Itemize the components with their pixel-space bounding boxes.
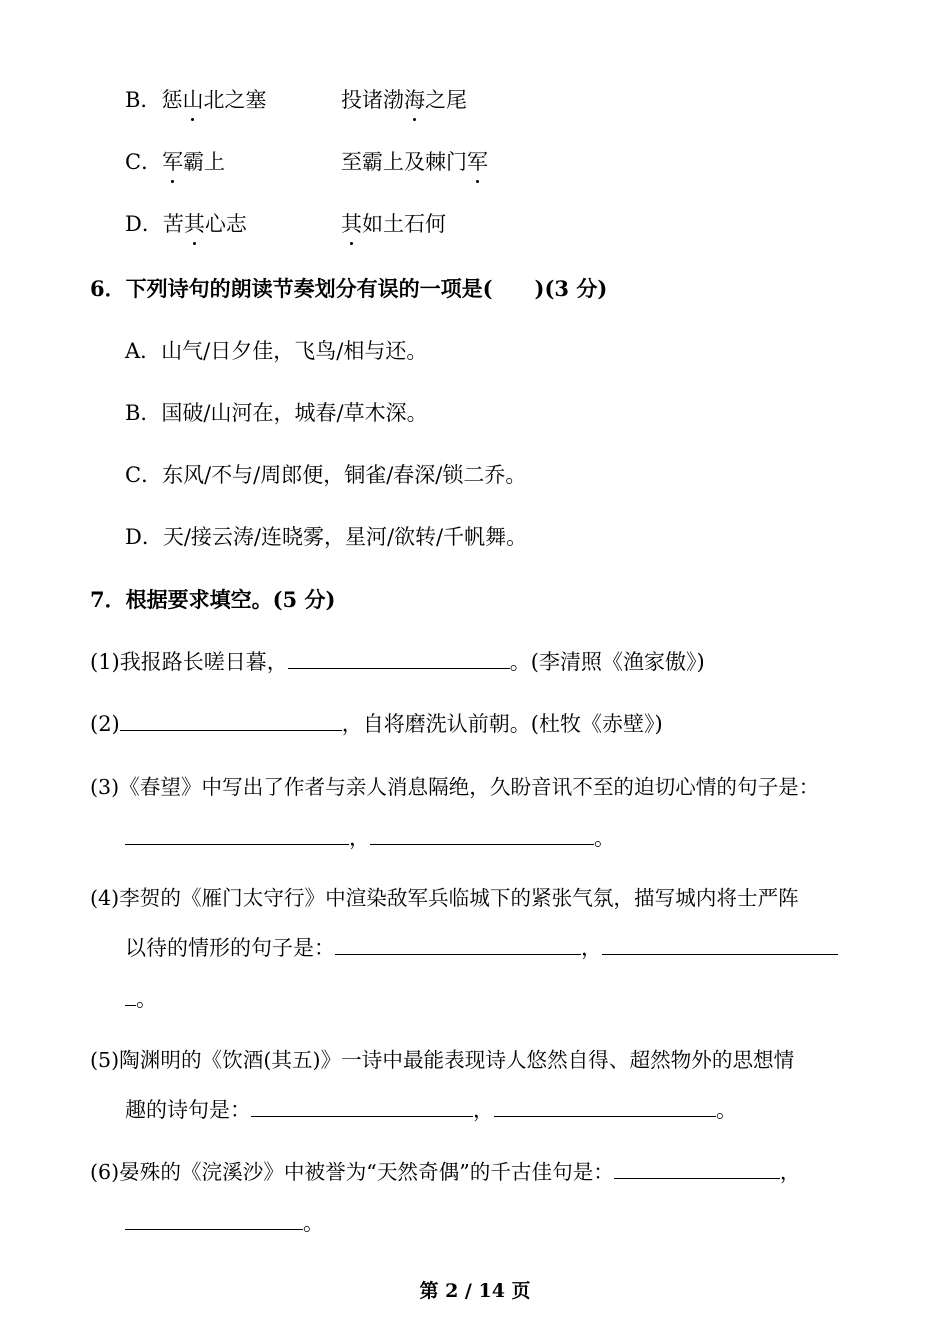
option-label: D． <box>125 212 163 236</box>
answer-blank[interactable] <box>251 1098 473 1117</box>
q6-option-d: D．天/接云涛/连晓雾，星河/欲转/千帆舞。 <box>125 525 528 549</box>
answer-blank[interactable] <box>125 987 136 1006</box>
text: ， <box>581 936 602 960</box>
q7-item4-line1: (4)李贺的《雁门太守行》中渲染敌军兵临城下的紧张气氛，描写城内将士严阵 <box>90 886 799 910</box>
answer-blank[interactable] <box>288 650 510 669</box>
text: 趣的诗句是： <box>125 1098 251 1122</box>
q6-option-c: C．东风/不与/周郎便，铜雀/春深/锁二乔。 <box>125 463 527 487</box>
option-label: B． <box>125 88 162 112</box>
q6-option-b: B．国破/山河在，城春/草木深。 <box>125 401 428 425</box>
option-label: C． <box>125 150 163 174</box>
q5-option-d-right <box>341 210 446 238</box>
dotted-char: 海 <box>404 88 425 112</box>
q7-item5-line1: (5)陶渊明的《饮酒(其五)》一诗中最能表现诗人悠然自得、超然物外的思想情 <box>90 1048 795 1072</box>
q7-title: 7．根据要求填空。(5 分) <box>90 587 336 612</box>
dotted-char: 其 <box>341 212 362 236</box>
answer-blank[interactable] <box>125 1211 303 1230</box>
page-number: 第 2 / 14 页 <box>419 1280 531 1302</box>
answer-blank[interactable] <box>125 826 349 845</box>
answer-blank[interactable] <box>335 936 581 955</box>
q7-item5-line2 <box>125 1096 737 1124</box>
text: ， <box>473 1098 494 1122</box>
q7-item1 <box>90 648 705 676</box>
q6-title: 6．下列诗句的朗读节奏划分有误的一项是( )(3 分) <box>90 276 608 301</box>
text: ， <box>349 826 370 850</box>
text: 苦 <box>162 212 184 236</box>
text: (2) <box>90 712 120 736</box>
q6-option-a: A．山气/日夕佳，飞鸟/相与还。 <box>125 339 428 363</box>
text: 霸上 <box>183 150 226 174</box>
answer-blank[interactable] <box>120 712 342 731</box>
q5-option-b-right <box>341 86 467 114</box>
dotted-char: 军 <box>162 150 184 174</box>
answer-blank[interactable] <box>614 1160 780 1179</box>
q7-item2 <box>90 710 663 738</box>
text: (1)我报路长嗟日暮， <box>90 650 288 674</box>
answer-blank[interactable] <box>494 1098 716 1117</box>
text: 。(李清照《渔家傲》) <box>509 650 705 674</box>
q7-item3-line1: (3)《春望》中写出了作者与亲人消息隔绝，久盼音讯不至的迫切心情的句子是： <box>90 775 820 799</box>
text: 北之塞 <box>203 88 267 112</box>
dotted-char: 山 <box>182 88 204 112</box>
q5-option-c <box>125 148 225 176</box>
q5-option-d <box>125 210 247 238</box>
text: ， <box>779 1160 801 1184</box>
q7-item4-line3 <box>125 985 157 1013</box>
q7-item6-line2 <box>125 1209 324 1237</box>
text: 。 <box>303 1211 324 1235</box>
dotted-char: 其 <box>183 212 205 236</box>
dotted-char: 军 <box>467 150 488 174</box>
text: 心志 <box>204 212 247 236</box>
q5-option-c-right <box>341 148 488 176</box>
text: (6)晏殊的《浣溪沙》中被誉为“天然奇偶”的千古佳句是： <box>90 1160 614 1184</box>
text: 。 <box>716 1098 737 1122</box>
answer-blank[interactable] <box>370 826 594 845</box>
q7-item3-line2 <box>125 824 615 852</box>
text: 如土石何 <box>362 212 446 236</box>
text: 以待的情形的句子是： <box>125 936 335 960</box>
q7-item4-line2 <box>125 934 838 962</box>
text: 。 <box>594 826 615 850</box>
answer-blank[interactable] <box>602 936 838 955</box>
q7-item6-line1 <box>90 1158 800 1186</box>
text: 之尾 <box>425 88 467 112</box>
text: 至霸上及棘门 <box>341 150 467 174</box>
text: 。 <box>136 987 157 1011</box>
text: ，自将磨洗认前朝。(杜牧《赤壁》) <box>341 712 663 736</box>
text: 惩 <box>161 88 183 112</box>
text: 投诸渤 <box>341 88 404 112</box>
q5-option-b <box>125 86 266 114</box>
